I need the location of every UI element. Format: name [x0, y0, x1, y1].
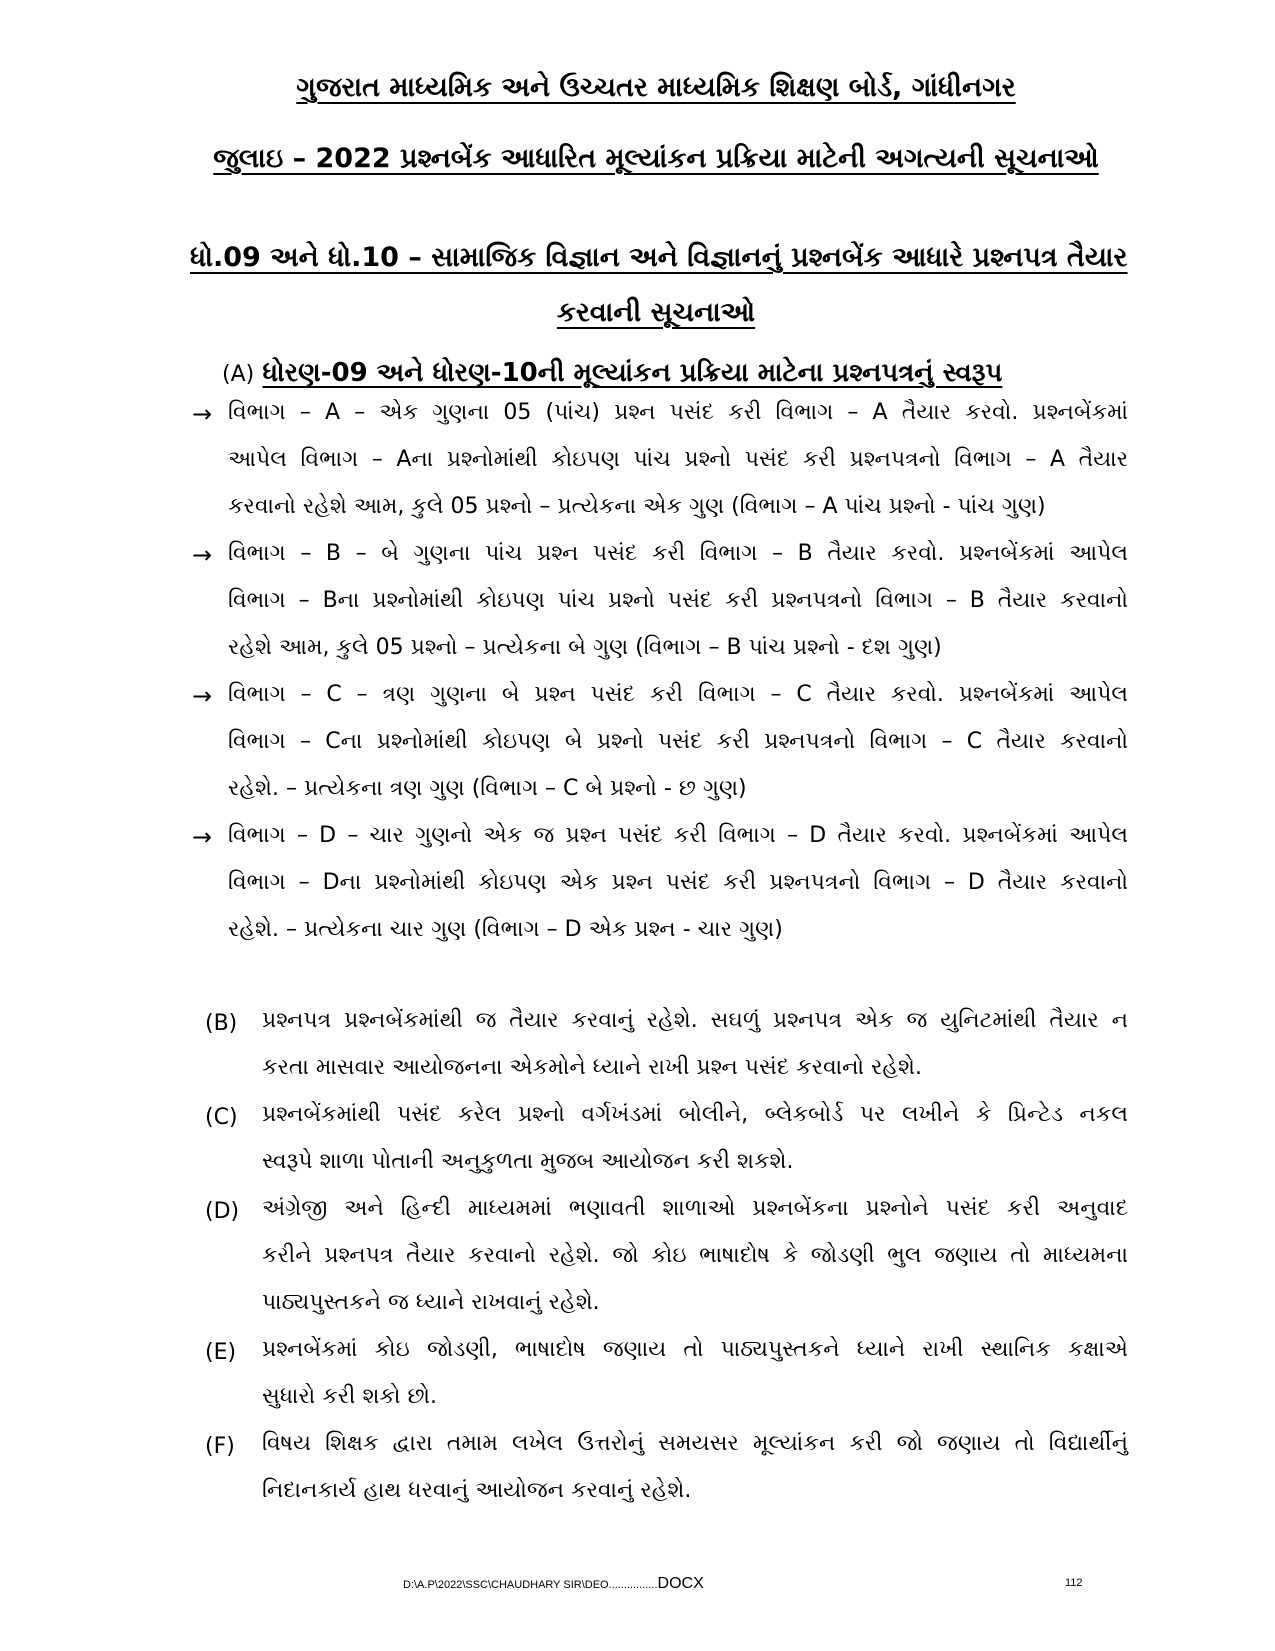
point-c-line-2: સ્વરૂપે શાળા પોતાની અનુકુળતા મુજબ આયોજન કરી શકશે.	[262, 1149, 794, 1174]
arrow-icon: →	[192, 682, 213, 710]
bullet-c-line-1: વિભાગ – C – ત્રણ ગુણના બે પ્રશ્ન પસંદ કરી વિભાગ – C તૈયાર કરવો. પ્રશ્નબેંકમાં આપેલ	[228, 682, 1128, 707]
point-b-label: (B)	[205, 1011, 238, 1036]
bullet-b-line-3: રહેશે આમ, કુલે 05 પ્રશ્નો – પ્રત્યેકના બે ગુણ (વિભાગ – B પાંચ પ્રશ્નો - દશ ગુણ)	[228, 635, 942, 660]
bullet-b-line-1: વિભાગ – B – બે ગુણના પાંચ પ્રશ્ન પસંદ કરી વિભાગ – B તૈયાર કરવો. પ્રશ્નબેંકમાં આપેલ	[228, 541, 1128, 566]
point-f-line-1: વિષય શિક્ષક દ્વારા તમામ લખેલ ઉત્તરોનું સમયસર મૂલ્યાંકન કરી જો જણાય તો વિદ્યાર્થીનું	[262, 1431, 1128, 1456]
bullet-a-line-2: આપેલ વિભાગ – Aના પ્રશ્નોમાંથી કોઇપણ પાંચ પ્રશ્નો પસંદ કરી પ્રશ્નપત્રનો વિભાગ – A તૈયાર	[228, 447, 1128, 472]
bullet-c-line-3: રહેશે. – પ્રત્યેકના ત્રણ ગુણ (વિભાગ – C બે પ્રશ્નો - છ ગુણ)	[228, 776, 747, 801]
point-e-line-1: પ્રશ્નબેંકમાં કોઇ જોડણી, ભાષાદોષ જણાય તો પાઠ્યપુસ્તકને ધ્યાને રાખી સ્થાનિક કક્ષાએ	[262, 1337, 1128, 1362]
point-c-line-1: પ્રશ્નબેંકમાંથી પસંદ કરેલ પ્રશ્નો વર્ગખંડમાં બોલીને, બ્લેકબોર્ડ પર લખીને કે પ્રિન્ટેડ નકલ	[262, 1102, 1128, 1127]
arrow-icon: →	[192, 823, 213, 851]
point-d-line-1: અંગ્રેજી અને હિન્દી માધ્યમમાં ભણાવતી શાળાઓ પ્રશ્નબેંકના પ્રશ્નોને પસંદ કરી અનુવાદ	[262, 1196, 1128, 1221]
bullet-a-line-3: કરવાનો રહેશે આમ, કુલે 05 પ્રશ્નો – પ્રત્યેકના એક ગુણ (વિભાગ – A પાંચ પ્રશ્નો - પાંચ ગુણ)	[228, 494, 1046, 519]
bullet-d-line-2: વિભાગ – Dના પ્રશ્નોમાંથી કોઇપણ એક પ્રશ્ન પસંદ કરી પ્રશ્નપત્રનો વિભાગ – D તૈયાર કરવાનો	[228, 870, 1128, 895]
bullet-c-line-2: વિભાગ – Cના પ્રશ્નોમાંથી કોઇપણ બે પ્રશ્નો પસંદ કરી પ્રશ્નપત્રનો વિભાગ – C તૈયાર કરવાનો	[228, 729, 1128, 754]
footer-file-path	[403, 1575, 704, 1593]
heading-line-1: ધો.09 અને ધો.10 – સામાજિક વિજ્ઞાન અને વિજ્ઞાનનું પ્રશ્નબેંક આધારે પ્રશ્નપત્ર તૈયાર	[190, 242, 1128, 273]
point-f-label: (F)	[205, 1434, 235, 1459]
arrow-icon: →	[192, 541, 213, 569]
point-e-label: (E)	[205, 1340, 237, 1365]
point-b-line-2: કરતા માસવાર આયોજનના એકમોને ધ્યાને રાખી પ્રશ્ન પસંદ કરવાનો રહેશે.	[262, 1055, 922, 1080]
footer-extension: DOCX	[657, 1575, 704, 1592]
section-a-label: (A)	[222, 362, 255, 387]
point-c-label: (C)	[205, 1105, 238, 1130]
point-d-line-3: પાઠ્યપુસ્તકને જ ધ્યાને રાખવાનું રહેશે.	[262, 1290, 600, 1315]
section-a-title: ધોરણ-09 અને ધોરણ-10ની મૂલ્યાંકન પ્રક્રિયા માટેના પ્રશ્નપત્રનું સ્વરૂપ	[262, 358, 1003, 388]
arrow-icon: →	[192, 400, 213, 428]
bullet-d-line-1: વિભાગ – D – ચાર ગુણનો એક જ પ્રશ્ન પસંદ કરી વિભાગ – D તૈયાર કરવો. પ્રશ્નબેંકમાં આપેલ	[228, 823, 1128, 848]
point-e-line-2: સુધારો કરી શકો છો.	[262, 1384, 437, 1409]
point-d-line-2: કરીને પ્રશ્નપત્ર તૈયાર કરવાનો રહેશે. જો કોઇ ભાષાદોષ કે જોડણી ભુલ જણાય તો માધ્યમના	[262, 1243, 1128, 1268]
heading-line-2: કરવાની સૂચનાઓ	[556, 297, 756, 328]
point-b-line-1: પ્રશ્નપત્ર પ્રશ્નબેંકમાંથી જ તૈયાર કરવાનું રહેશે. સઘળું પ્રશ્નપત્ર એક જ યુનિટમાંથી તૈયાર ન	[262, 1008, 1128, 1033]
board-title: ગુજરાત માધ્યમિક અને ઉચ્ચતર માધ્યમિક શિક્ષણ બોર્ડ, ગાંધીનગર	[296, 72, 1016, 103]
bullet-b-line-2: વિભાગ – Bના પ્રશ્નોમાંથી કોઇપણ પાંચ પ્રશ્નો પસંદ કરી પ્રશ્નપત્રનો વિભાગ – B તૈયાર કરવાનો	[228, 588, 1128, 613]
footer-path-text: D:\A.P\2022\SSC\CHAUDHARY SIR\DEO................	[403, 1579, 658, 1591]
bullet-d-line-3: રહેશે. – પ્રત્યેકના ચાર ગુણ (વિભાગ – D એક પ્રશ્ન - ચાર ગુણ)	[228, 917, 783, 942]
bullet-a-line-1: વિભાગ – A – એક ગુણના 05 (પાંચ) પ્રશ્ન પસંદ કરી વિભાગ – A તૈયાર કરવો. પ્રશ્નબેંકમાં	[228, 400, 1128, 425]
subtitle: જુલાઇ – 2022 પ્રશ્નબેંક આધારિત મૂલ્યાંકન પ્રક્રિયા માટેની અગત્યની સૂચનાઓ	[213, 143, 1099, 174]
page-number: 112	[1065, 1577, 1083, 1589]
point-d-label: (D)	[205, 1199, 240, 1224]
section-a-heading	[222, 358, 1002, 389]
point-f-line-2: નિદાનકાર્ય હાથ ધરવાનું આયોજન કરવાનું રહેશે.	[262, 1478, 692, 1503]
